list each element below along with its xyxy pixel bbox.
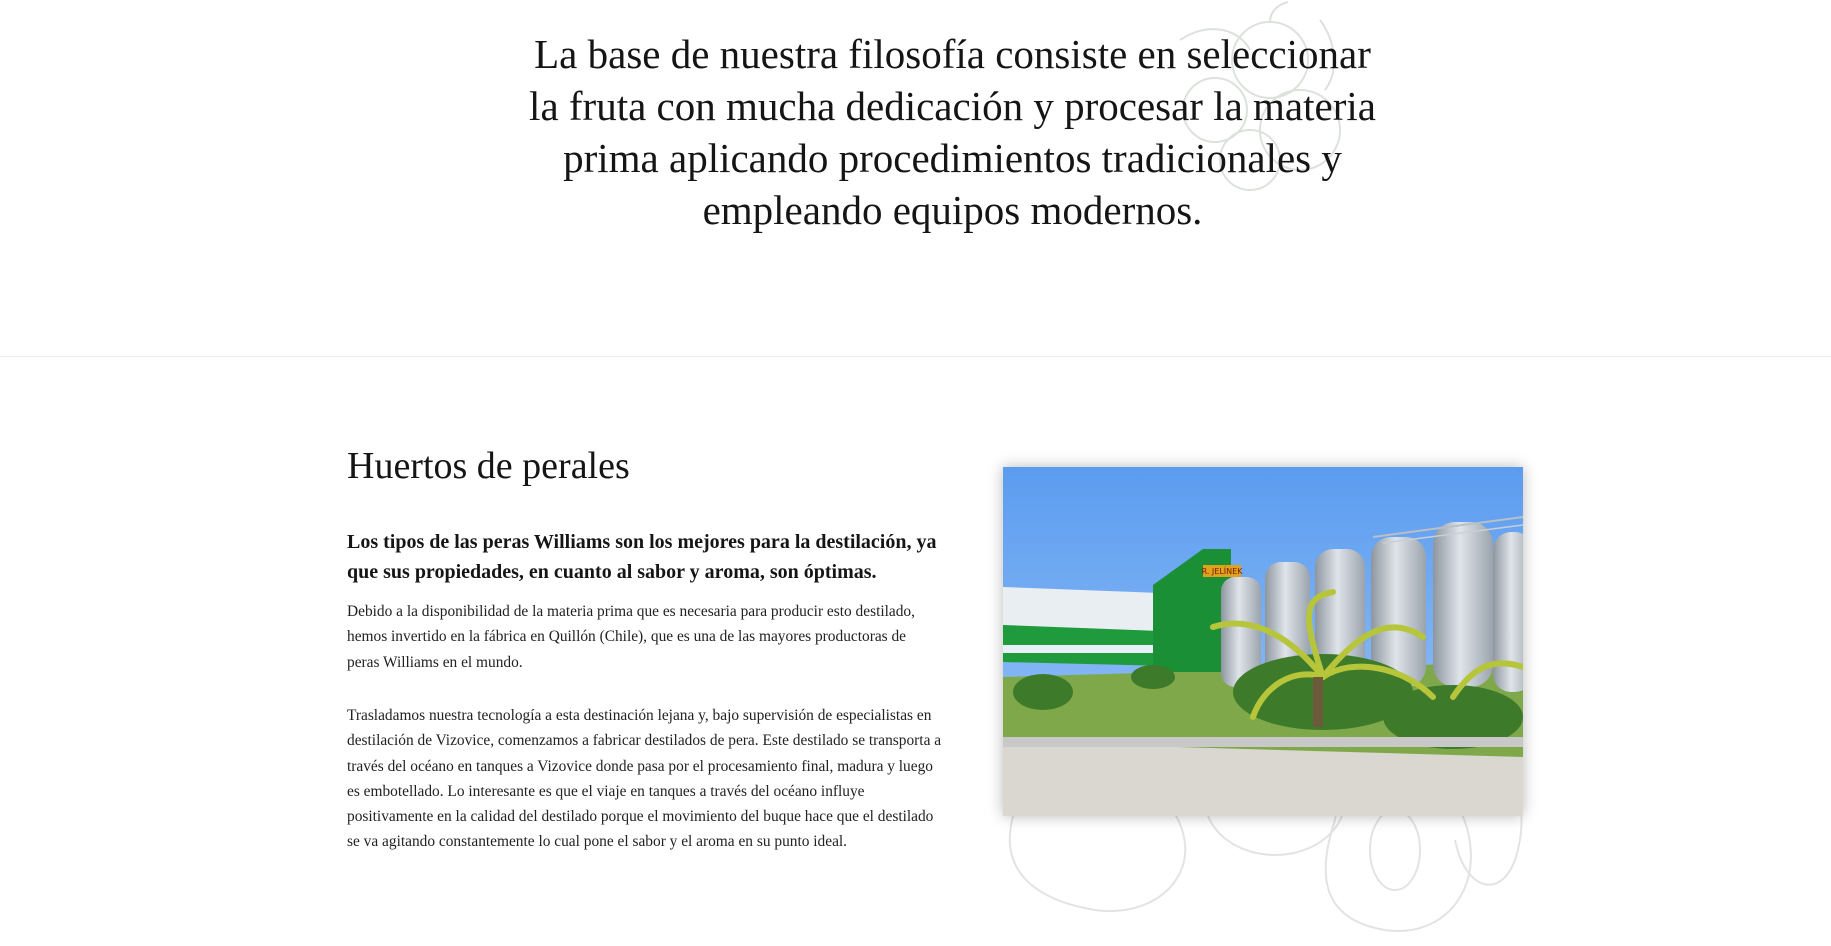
philosophy-statement: La base de nuestra filosofía consiste en seleccionar la fruta con mucha dedicación y procesar la materia prima aplicando procedimientos tradicionales y empleando equipos modernos. bbox=[529, 31, 1376, 233]
philosophy-section bbox=[0, 0, 1831, 356]
factory-photo bbox=[1003, 467, 1523, 816]
section-divider bbox=[0, 356, 1831, 357]
section-title: Huertos de perales bbox=[347, 445, 630, 487]
paragraph-factory: Debido a la disponibilidad de la materia prima que es necesaria para producir esto destilado, hemos invertido en la fábrica en Quillón (Chile), que es una de las mayores productoras de peras Williams en el mundo. bbox=[347, 603, 915, 671]
factory-sign: R. JELÍNEK bbox=[1201, 567, 1243, 576]
section-lead: Los tipos de las peras Williams son los mejores para la destilación, ya que sus propiedades, en cuanto al sabor y aroma, son óptimas. bbox=[347, 531, 937, 583]
paragraph-transport: Trasladamos nuestra tecnología a esta destinación lejana y, bajo supervisión de especialistas en destilación de Vizovice, comenzamos a fabricar destilados de pera. Este destilado se transporta a través del océano en tanques a Vizovice donde pasa por el procesamiento final, madura y luego es embotellado. Lo interesante es que el viaje en tanques a través del océano influye positivamente en la calidad del destilado porque el movimiento del buque hace que el destilado se va agitando constantemente lo cual pone el sabor y el aroma en su punto ideal. bbox=[347, 707, 942, 851]
